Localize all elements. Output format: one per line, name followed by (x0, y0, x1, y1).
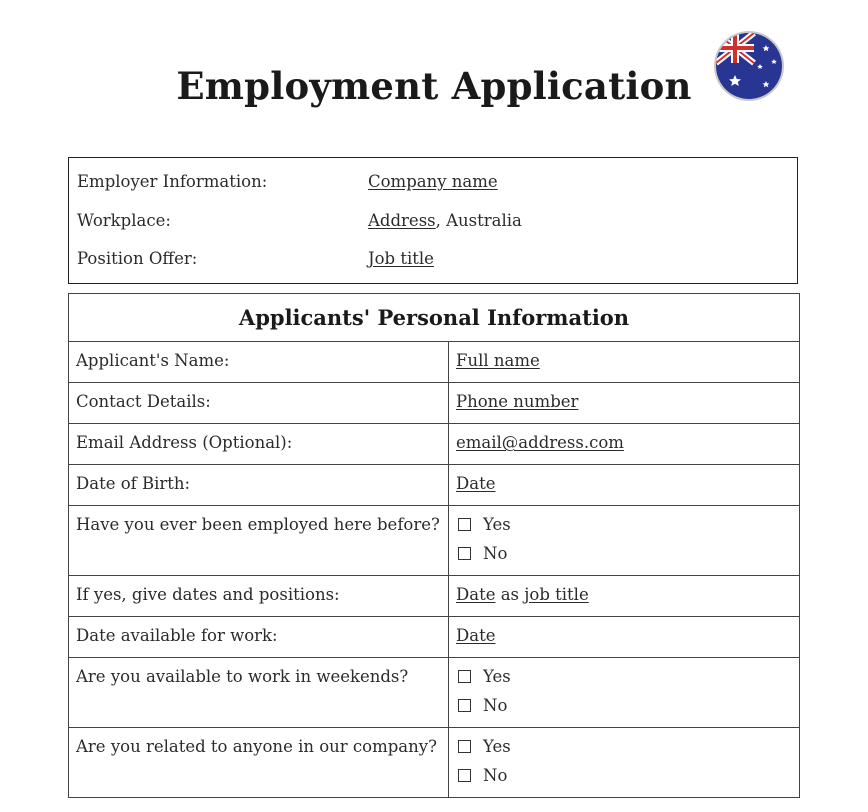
position-offer-label: Position Offer: (77, 249, 198, 268)
email-field[interactable]: email@address.com (449, 424, 800, 465)
address-field[interactable]: Address, Australia (368, 211, 522, 230)
contact-details-label: Contact Details: (69, 383, 449, 424)
table-row (69, 617, 800, 658)
email-label: Email Address (Optional): (69, 424, 449, 465)
date-available-field[interactable]: Date (449, 617, 800, 658)
phone-number-field[interactable]: Phone number (449, 383, 800, 424)
employed-before-options (449, 506, 800, 576)
table-row (69, 424, 800, 465)
no-option[interactable]: No (456, 691, 792, 720)
yes-option[interactable]: Yes (456, 510, 792, 539)
employer-info-box (68, 157, 798, 284)
job-title-field[interactable]: Job title (368, 249, 434, 268)
page-title: Employment Application (176, 64, 692, 108)
yes-option[interactable]: Yes (456, 662, 792, 691)
personal-info-heading: Applicants' Personal Information (69, 294, 800, 342)
table-row (69, 342, 800, 383)
checkbox-icon[interactable] (458, 547, 471, 560)
applicant-name-label: Applicant's Name: (69, 342, 449, 383)
australia-flag-icon (716, 33, 782, 99)
company-name-field[interactable]: Company name (368, 172, 498, 191)
previous-positions-label: If yes, give dates and positions: (69, 576, 449, 617)
checkbox-icon[interactable] (458, 740, 471, 753)
date-of-birth-label: Date of Birth: (69, 465, 449, 506)
checkbox-icon[interactable] (458, 670, 471, 683)
related-options (449, 728, 800, 798)
table-row (69, 506, 800, 576)
date-available-label: Date available for work: (69, 617, 449, 658)
weekends-options (449, 658, 800, 728)
table-row (69, 658, 800, 728)
weekends-label: Are you available to work in weekends? (69, 658, 449, 728)
personal-info-table (68, 293, 800, 798)
previous-positions-field[interactable]: Date as job title (449, 576, 800, 617)
checkbox-icon[interactable] (458, 699, 471, 712)
table-row (69, 576, 800, 617)
full-name-field[interactable]: Full name (449, 342, 800, 383)
yes-option[interactable]: Yes (456, 732, 792, 761)
table-row (69, 728, 800, 798)
table-row (69, 383, 800, 424)
employer-info-label: Employer Information: (77, 172, 268, 191)
workplace-label: Workplace: (77, 211, 171, 230)
checkbox-icon[interactable] (458, 769, 471, 782)
date-of-birth-field[interactable]: Date (449, 465, 800, 506)
table-row (69, 465, 800, 506)
no-option[interactable]: No (456, 539, 792, 568)
no-option[interactable]: No (456, 761, 792, 790)
checkbox-icon[interactable] (458, 518, 471, 531)
employed-before-label: Have you ever been employed here before? (69, 506, 449, 576)
related-label: Are you related to anyone in our company? (69, 728, 449, 798)
